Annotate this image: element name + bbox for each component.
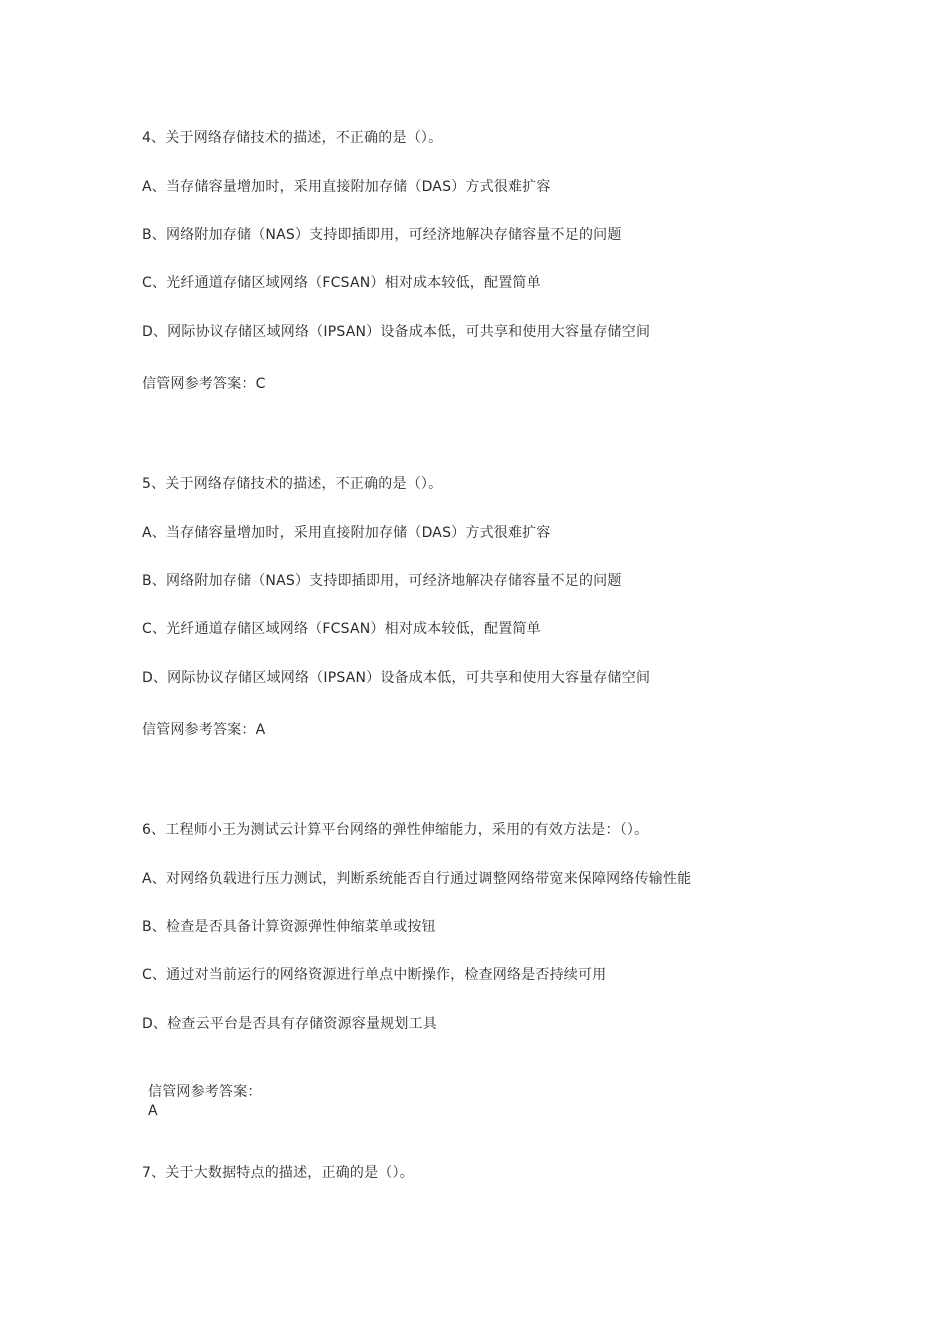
question-6-answer-value: A xyxy=(148,1103,158,1119)
question-7-text: 7、关于大数据特点的描述，正确的是（）。 xyxy=(142,1165,414,1181)
question-4-text: 4、关于网络存储技术的描述，不正确的是（）。 xyxy=(142,130,443,146)
question-4-option-b: B、网络附加存储（NAS）支持即插即用，可经济地解决存储容量不足的问题 xyxy=(142,227,622,243)
question-5-option-a: A、当存储容量增加时，采用直接附加存储（DAS）方式很难扩容 xyxy=(142,525,551,541)
question-4-option-c: C、光纤通道存储区域网络（FCSAN）相对成本较低，配置简单 xyxy=(142,275,541,291)
question-6-option-c: C、通过对当前运行的网络资源进行单点中断操作，检查网络是否持续可用 xyxy=(142,967,607,983)
question-5-text: 5、关于网络存储技术的描述，不正确的是（）。 xyxy=(142,476,443,492)
question-6-option-b: B、检查是否具备计算资源弹性伸缩菜单或按钮 xyxy=(142,919,436,935)
question-5-option-b: B、网络附加存储（NAS）支持即插即用，可经济地解决存储容量不足的问题 xyxy=(142,573,622,589)
question-6-text: 6、工程师小王为测试云计算平台网络的弹性伸缩能力，采用的有效方法是：（）。 xyxy=(142,822,649,838)
question-5-option-c: C、光纤通道存储区域网络（FCSAN）相对成本较低，配置简单 xyxy=(142,621,541,637)
question-6-option-d: D、检查云平台是否具有存储资源容量规划工具 xyxy=(142,1016,437,1032)
question-5-option-d: D、网际协议存储区域网络（IPSAN）设备成本低，可共享和使用大容量存储空间 xyxy=(142,670,651,686)
question-4-option-a: A、当存储容量增加时，采用直接附加存储（DAS）方式很难扩容 xyxy=(142,179,551,195)
question-4-option-d: D、网际协议存储区域网络（IPSAN）设备成本低，可共享和使用大容量存储空间 xyxy=(142,324,651,340)
question-5-answer: 信管网参考答案：A xyxy=(142,722,266,738)
question-4-answer: 信管网参考答案：C xyxy=(142,376,266,392)
question-6-answer-label: 信管网参考答案： xyxy=(148,1084,262,1100)
question-6-option-a: A、对网络负载进行压力测试，判断系统能否自行通过调整网络带宽来保障网络传输性能 xyxy=(142,871,692,887)
